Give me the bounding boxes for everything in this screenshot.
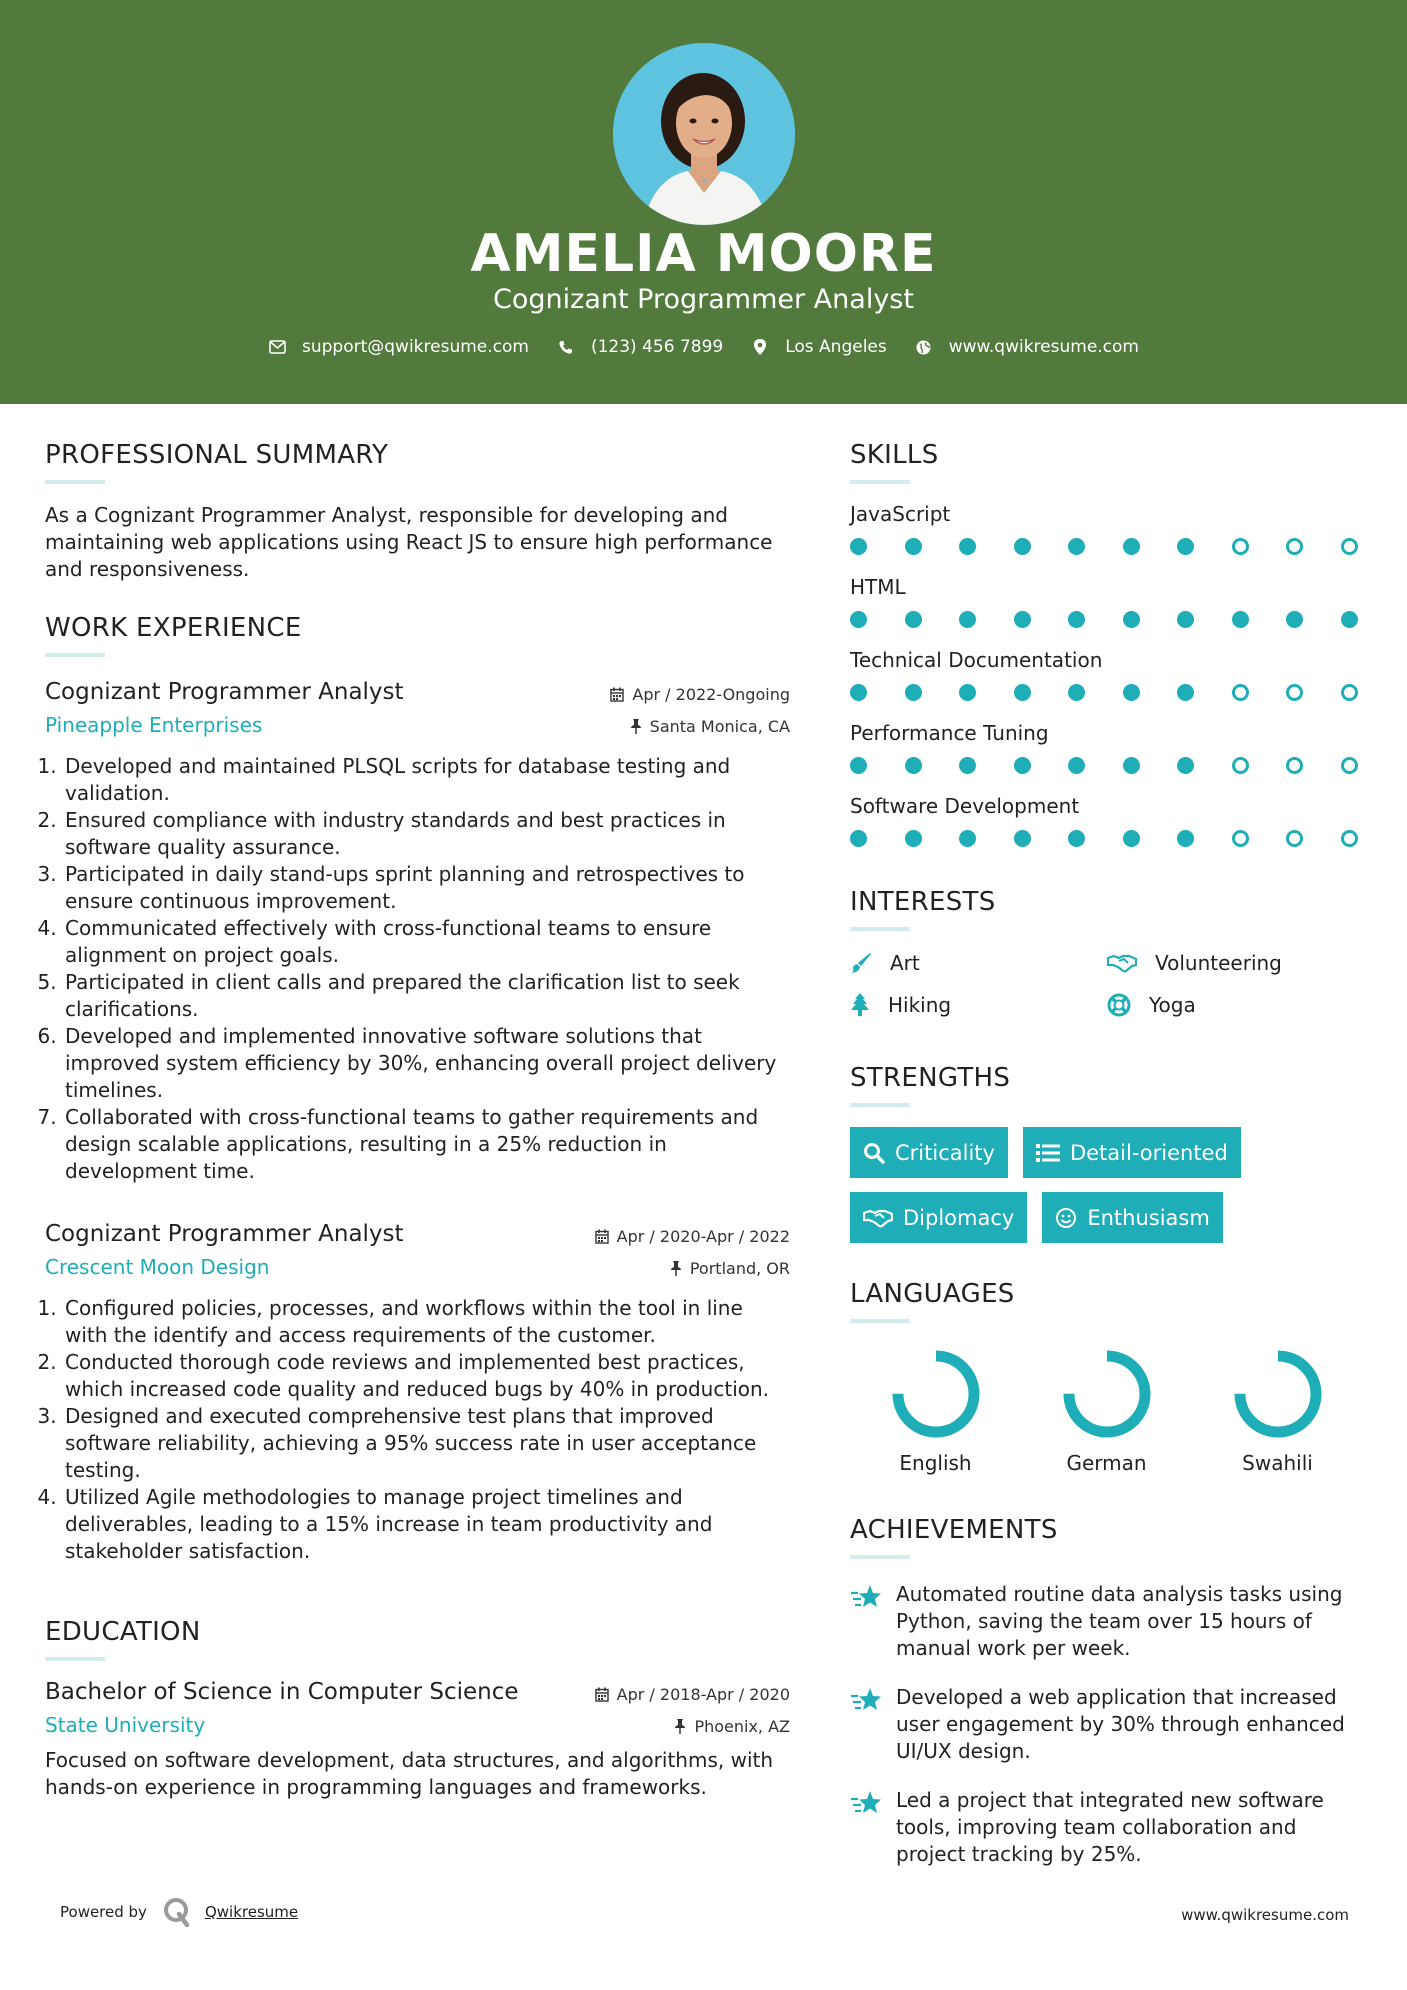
- education-section: [45, 1617, 790, 1801]
- job-location: [630, 717, 790, 736]
- section-divider: [850, 1319, 910, 1323]
- skill-dot: [1014, 611, 1031, 628]
- job-location-text: Portland, OR: [689, 1259, 790, 1278]
- contact-email[interactable]: [268, 337, 529, 357]
- interest-item: [850, 951, 1107, 975]
- left-column: [45, 440, 790, 1801]
- job-bullets: [45, 753, 790, 1185]
- achievement-text: Led a project that integrated new software tools, improving team collaboration and project tracking by 25%.: [896, 1788, 1324, 1866]
- education-location: [674, 1717, 790, 1736]
- section-divider: [45, 1657, 105, 1661]
- language-gauge: [1231, 1347, 1325, 1441]
- skill-dot: [850, 757, 867, 774]
- contact-phone[interactable]: [557, 337, 723, 357]
- language-item: [1192, 1347, 1363, 1475]
- globe-icon: [915, 338, 933, 356]
- envelope-icon: [268, 338, 286, 356]
- skill-rating: [850, 611, 1358, 628]
- achievement-text: Developed a web application that increased user engagement by 30% through enhanced UI/UX design.: [896, 1685, 1345, 1763]
- job-list: [45, 679, 790, 1565]
- qwikresume-logo-icon: [163, 1897, 191, 1927]
- achievement-item: [850, 1684, 1370, 1765]
- job-title: Cognizant Programmer Analyst: [45, 1221, 404, 1247]
- search-icon: [863, 1142, 885, 1164]
- skill-dot: [1232, 611, 1249, 628]
- job-company: Crescent Moon Design: [45, 1255, 270, 1279]
- section-title-achievements: ACHIEVEMENTS: [850, 1515, 1058, 1545]
- section-title-experience: WORK EXPERIENCE: [45, 613, 302, 643]
- section-title-strengths: STRENGTHS: [850, 1063, 1011, 1093]
- job-date: [610, 685, 790, 704]
- contact-location: [751, 337, 887, 357]
- section-divider: [850, 1103, 910, 1107]
- skill-name: Technical Documentation: [850, 648, 1103, 672]
- job-bullet: 7. Collaborated with cross-functional teams to gather requirements and design scalable applications, resulting in a 25% reduction in development time.: [63, 1104, 790, 1185]
- skill-dot: [1232, 830, 1249, 847]
- calendar-icon: [610, 687, 624, 702]
- interests-section: [850, 887, 1370, 1017]
- skill-dot: [850, 538, 867, 555]
- education-date-text: Apr / 2018-Apr / 2020: [616, 1685, 790, 1704]
- job-bullet: 4. Communicated effectively with cross-functional teams to ensure alignment on project goals.: [63, 915, 790, 969]
- section-title-interests: INTERESTS: [850, 887, 996, 917]
- achievement-item: [850, 1787, 1370, 1868]
- map-marker-icon: [751, 338, 769, 356]
- skill-dot: [850, 830, 867, 847]
- skill-dot: [1341, 538, 1358, 555]
- interest-item: [1107, 993, 1357, 1017]
- strength-tag: [850, 1127, 1008, 1178]
- language-name: English: [899, 1451, 972, 1475]
- contact-bar: [0, 337, 1407, 357]
- life-ring-icon: [1107, 993, 1131, 1017]
- profile-photo: [613, 43, 795, 225]
- interest-item: [850, 993, 1107, 1017]
- skill-dot: [959, 757, 976, 774]
- skill-dot: [959, 830, 976, 847]
- skill-dot: [1123, 611, 1140, 628]
- skill-dot: [1177, 611, 1194, 628]
- strength-tag: [1042, 1192, 1222, 1243]
- qwikresume-link[interactable]: Qwikresume: [204, 1903, 299, 1921]
- skill-dot: [1286, 830, 1303, 847]
- star-icon: [850, 1789, 882, 1817]
- achievement-list: [850, 1581, 1370, 1868]
- job-bullet: 6. Developed and implemented innovative software solutions that improved system efficiency by 30%, enhancing overall project delivery timelines.: [63, 1023, 790, 1104]
- achievements-section: [850, 1515, 1370, 1868]
- section-title-summary: PROFESSIONAL SUMMARY: [45, 440, 389, 470]
- skill-dot: [1123, 538, 1140, 555]
- strength-tag: [1023, 1127, 1241, 1178]
- paint-brush-icon: [850, 952, 872, 974]
- skill-name: Software Development: [850, 794, 1080, 818]
- job-bullet: 3. Designed and executed comprehensive test plans that improved software reliability, achieving a 95% success rate in user acceptance testing.: [63, 1403, 790, 1484]
- section-title-education: EDUCATION: [45, 1617, 201, 1647]
- pin-icon: [670, 1261, 682, 1276]
- achievement-item: [850, 1581, 1370, 1662]
- skill-dot: [1177, 830, 1194, 847]
- calendar-icon: [595, 1687, 609, 1702]
- phone-text: (123) 456 7899: [590, 337, 724, 357]
- language-item: [1021, 1347, 1192, 1475]
- list-icon: [1036, 1143, 1060, 1163]
- skill-dot: [1014, 757, 1031, 774]
- skill-item: [850, 502, 1370, 555]
- experience-section: [45, 613, 790, 1565]
- skill-item: [850, 575, 1370, 628]
- interest-label: Yoga: [1149, 993, 1196, 1017]
- achievement-text: Automated routine data analysis tasks using Python, saving the team over 15 hours of manual work per week.: [896, 1582, 1343, 1660]
- candidate-title: Cognizant Programmer Analyst: [493, 284, 914, 315]
- skill-dot: [1286, 684, 1303, 701]
- skill-dot: [959, 684, 976, 701]
- right-column: [850, 440, 1370, 1868]
- calendar-icon: [595, 1229, 609, 1244]
- skill-dot: [1286, 611, 1303, 628]
- skill-dot: [1123, 830, 1140, 847]
- skill-dot: [905, 830, 922, 847]
- skill-rating: [850, 830, 1358, 847]
- skill-dot: [1123, 684, 1140, 701]
- job-entry: [45, 679, 790, 1185]
- skills-section: [850, 440, 1370, 847]
- skill-dot: [1341, 757, 1358, 774]
- strength-tag: [850, 1192, 1027, 1243]
- job-company: Pineapple Enterprises: [45, 713, 263, 737]
- footer-website[interactable]: www.qwikresume.com: [1181, 1906, 1349, 1924]
- email-text: support@qwikresume.com: [302, 337, 529, 357]
- skill-item: [850, 794, 1370, 847]
- skill-dot: [1286, 538, 1303, 555]
- skill-dot: [1068, 538, 1085, 555]
- candidate-name: AMELIA MOORE: [470, 224, 937, 284]
- location-text: Los Angeles: [785, 337, 887, 357]
- skill-dot: [1341, 611, 1358, 628]
- skill-dot: [1014, 538, 1031, 555]
- skill-dot: [1232, 757, 1249, 774]
- job-entry: [45, 1221, 790, 1565]
- section-title-skills: SKILLS: [850, 440, 939, 470]
- skill-dot: [1068, 684, 1085, 701]
- education-description: Focused on software development, data structures, and algorithms, with hands-on experience in programming languages and frameworks.: [45, 1748, 774, 1799]
- skill-dot: [1177, 684, 1194, 701]
- interest-label: Volunteering: [1155, 951, 1282, 975]
- footer-powered-by: [60, 1897, 298, 1927]
- job-date-text: Apr / 2020-Apr / 2022: [616, 1227, 790, 1246]
- language-name: Swahili: [1242, 1451, 1313, 1475]
- language-name: German: [1066, 1451, 1147, 1475]
- job-bullet: 1. Developed and maintained PLSQL scripts for database testing and validation.: [63, 753, 790, 807]
- section-divider: [45, 653, 105, 657]
- contact-website[interactable]: [915, 337, 1139, 357]
- star-icon: [850, 1686, 882, 1714]
- handshake-icon: [1107, 953, 1137, 973]
- skill-dot: [850, 684, 867, 701]
- strengths-section: [850, 1063, 1370, 1257]
- education-date: [595, 1685, 790, 1704]
- pin-icon: [630, 719, 642, 734]
- strength-list: [850, 1127, 1370, 1257]
- skill-dot: [959, 538, 976, 555]
- skill-dot: [1177, 757, 1194, 774]
- pin-icon: [674, 1719, 686, 1734]
- job-bullet: 4. Utilized Agile methodologies to manage project timelines and deliverables, leading to a 15% increase in team productivity and stakeholder satisfaction.: [63, 1484, 790, 1565]
- education-entry: [45, 1679, 790, 1801]
- skill-dot: [905, 684, 922, 701]
- strength-label: Criticality: [895, 1140, 995, 1165]
- skill-dot: [905, 538, 922, 555]
- skill-dot: [850, 611, 867, 628]
- job-bullet: 3. Participated in daily stand-ups sprint planning and retrospectives to ensure continuous improvement.: [63, 861, 790, 915]
- education-location-text: Phoenix, AZ: [694, 1717, 790, 1736]
- school-name: State University: [45, 1713, 206, 1737]
- interest-list: [850, 951, 1370, 1017]
- skill-name: HTML: [850, 575, 906, 599]
- summary-text: As a Cognizant Programmer Analyst, responsible for developing and maintaining web applications using React JS to ensure high performance and responsiveness.: [45, 503, 773, 581]
- job-date: [595, 1227, 790, 1246]
- strength-label: Diplomacy: [903, 1205, 1015, 1230]
- job-bullet: 2. Ensured compliance with industry standards and best practices in software quality assurance.: [63, 807, 790, 861]
- interest-label: Art: [890, 951, 920, 975]
- job-bullet: 2. Conducted thorough code reviews and implemented best practices, which increased code quality and reduced bugs by 40% in production.: [63, 1349, 790, 1403]
- skill-dot: [1014, 830, 1031, 847]
- skill-name: Performance Tuning: [850, 721, 1049, 745]
- section-divider: [45, 480, 105, 484]
- job-location: [670, 1259, 790, 1278]
- smile-icon: [1055, 1207, 1077, 1229]
- job-location-text: Santa Monica, CA: [649, 717, 790, 736]
- tree-icon: [850, 993, 870, 1017]
- skill-dot: [1068, 611, 1085, 628]
- skill-dot: [1341, 830, 1358, 847]
- job-bullet: 1. Configured policies, processes, and workflows within the tool in line with the identify and access requirements of the customer.: [63, 1295, 790, 1349]
- job-bullet: 5. Participated in client calls and prepared the clarification list to seek clarifications.: [63, 969, 790, 1023]
- skill-rating: [850, 538, 1358, 555]
- strength-label: Detail-oriented: [1069, 1140, 1228, 1165]
- skill-dot: [1014, 684, 1031, 701]
- skill-item: [850, 721, 1370, 774]
- skill-dot: [1232, 684, 1249, 701]
- languages-section: [850, 1279, 1370, 1475]
- degree-title: Bachelor of Science in Computer Science: [45, 1679, 519, 1705]
- skill-dot: [959, 611, 976, 628]
- skill-dot: [1177, 538, 1194, 555]
- website-text: www.qwikresume.com: [948, 337, 1139, 357]
- section-divider: [850, 480, 910, 484]
- skill-list: [850, 502, 1370, 847]
- skill-dot: [905, 757, 922, 774]
- skill-dot: [1286, 757, 1303, 774]
- powered-by-text: Powered by: [60, 1903, 147, 1921]
- skill-dot: [1123, 757, 1140, 774]
- job-date-text: Apr / 2022-Ongoing: [632, 685, 790, 704]
- section-divider: [850, 1555, 910, 1559]
- section-title-languages: LANGUAGES: [850, 1279, 1015, 1309]
- skill-dot: [905, 611, 922, 628]
- section-divider: [850, 927, 910, 931]
- handshake-icon: [863, 1208, 893, 1228]
- skill-dot: [1068, 830, 1085, 847]
- skill-item: [850, 648, 1370, 701]
- skill-name: JavaScript: [850, 502, 951, 526]
- skill-rating: [850, 757, 1358, 774]
- skill-dot: [1232, 538, 1249, 555]
- summary-section: [45, 440, 790, 583]
- job-bullets: [45, 1295, 790, 1565]
- language-gauge: [889, 1347, 983, 1441]
- skill-rating: [850, 684, 1358, 701]
- skill-dot: [1068, 757, 1085, 774]
- skill-dot: [1341, 684, 1358, 701]
- language-list: [850, 1347, 1370, 1475]
- phone-icon: [557, 338, 575, 356]
- language-item: [850, 1347, 1021, 1475]
- job-title: Cognizant Programmer Analyst: [45, 679, 404, 705]
- interest-item: [1107, 951, 1357, 975]
- strength-label: Enthusiasm: [1087, 1205, 1210, 1230]
- star-icon: [850, 1583, 882, 1611]
- language-gauge: [1060, 1347, 1154, 1441]
- interest-label: Hiking: [888, 993, 952, 1017]
- resume-header: [0, 0, 1407, 404]
